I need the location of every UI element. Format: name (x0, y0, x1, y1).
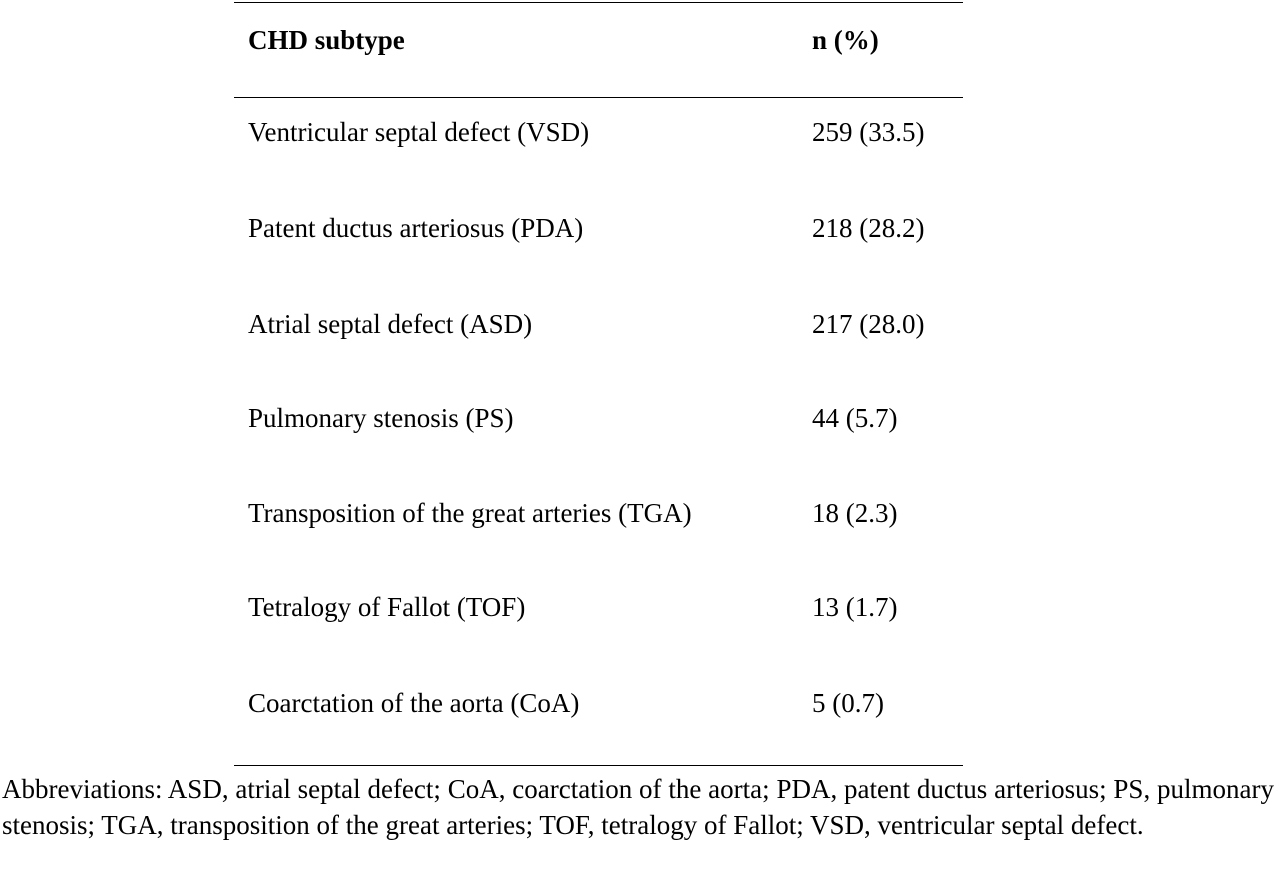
row-subtype: Transposition of the great arteries (TGA) (248, 498, 692, 528)
row-subtype: Coarctation of the aorta (CoA) (248, 688, 580, 718)
row-subtype: Tetralogy of Fallot (TOF) (248, 592, 526, 622)
header-n-percent: n (%) (812, 25, 879, 55)
row-n-percent: 218 (28.2) (812, 213, 925, 243)
row-subtype: Atrial septal defect (ASD) (248, 309, 533, 339)
row-n-percent: 259 (33.5) (812, 117, 925, 147)
header-chd-subtype: CHD subtype (248, 25, 405, 55)
row-n-percent: 18 (2.3) (812, 498, 898, 528)
row-subtype: Pulmonary stenosis (PS) (248, 403, 514, 433)
row-n-percent: 217 (28.0) (812, 309, 925, 339)
row-n-percent: 13 (1.7) (812, 592, 898, 622)
row-n-percent: 44 (5.7) (812, 403, 898, 433)
table-header-rule (234, 97, 963, 98)
row-subtype: Patent ductus arteriosus (PDA) (248, 213, 584, 243)
table-top-rule (234, 2, 963, 3)
abbreviations-footnote: Abbreviations: ASD, atrial septal defect; CoA, coarctation of the aorta; PDA, patent ductus arteriosus; PS, pulmonary stenosis; TGA, transposition of the great arteries; TOF, tetralogy of Fallot; VSD, ventricular septal defect. (2, 774, 1274, 840)
row-n-percent: 5 (0.7) (812, 688, 884, 718)
table-bottom-rule (234, 765, 963, 766)
row-subtype: Ventricular septal defect (VSD) (248, 117, 590, 147)
